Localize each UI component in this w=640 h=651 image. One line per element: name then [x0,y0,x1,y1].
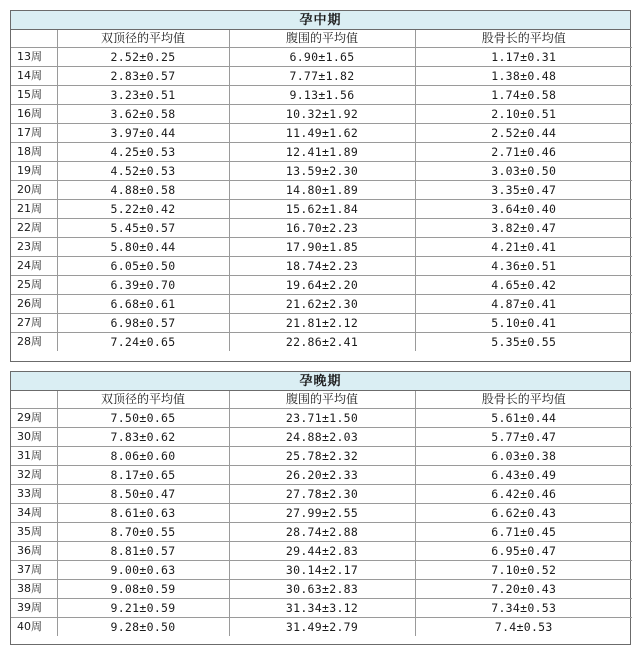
table-row [11,162,632,181]
table-row [11,599,632,618]
week-cell: 28周 [11,333,57,352]
fl-cell: 3.03±0.50 [415,162,632,181]
fl-cell: 4.36±0.51 [415,257,632,276]
ac-cell: 16.70±2.23 [229,219,415,238]
bpd-cell: 4.25±0.53 [57,143,229,162]
ac-cell: 12.41±1.89 [229,143,415,162]
fl-cell: 5.10±0.41 [415,314,632,333]
fl-cell: 6.03±0.38 [415,447,632,466]
week-cell: 40周 [11,618,57,637]
table-row [11,124,632,143]
ac-cell: 24.88±2.03 [229,428,415,447]
fl-cell: 1.17±0.31 [415,48,632,67]
ac-cell: 11.49±1.62 [229,124,415,143]
table-row [11,466,632,485]
week-cell: 13周 [11,48,57,67]
table-row [11,314,632,333]
bpd-cell: 6.05±0.50 [57,257,229,276]
table-row [11,257,632,276]
bpd-cell: 6.39±0.70 [57,276,229,295]
fl-cell: 2.71±0.46 [415,143,632,162]
table-row [11,485,632,504]
fl-cell: 1.38±0.48 [415,67,632,86]
week-cell: 37周 [11,561,57,580]
table-row [11,447,632,466]
fl-cell: 2.10±0.51 [415,105,632,124]
week-cell: 36周 [11,542,57,561]
bpd-cell: 4.52±0.53 [57,162,229,181]
week-cell: 15周 [11,86,57,105]
late-trimester-body [11,409,632,637]
bpd-cell: 5.45±0.57 [57,219,229,238]
week-cell: 21周 [11,200,57,219]
fl-cell: 7.34±0.53 [415,599,632,618]
bpd-cell: 8.50±0.47 [57,485,229,504]
week-cell: 32周 [11,466,57,485]
week-cell: 26周 [11,295,57,314]
bpd-cell: 9.08±0.59 [57,580,229,599]
table-row [11,219,632,238]
ac-cell: 31.34±3.12 [229,599,415,618]
week-cell: 23周 [11,238,57,257]
fl-cell: 3.82±0.47 [415,219,632,238]
ac-cell: 13.59±2.30 [229,162,415,181]
fl-cell: 3.35±0.47 [415,181,632,200]
fl-cell: 4.21±0.41 [415,238,632,257]
header-week [11,30,57,48]
fl-cell: 6.42±0.46 [415,485,632,504]
bpd-cell: 9.21±0.59 [57,599,229,618]
table-row [11,295,632,314]
bpd-cell: 3.23±0.51 [57,86,229,105]
mid-trimester-body [11,48,632,352]
ac-cell: 6.90±1.65 [229,48,415,67]
week-cell: 30周 [11,428,57,447]
fl-cell: 6.71±0.45 [415,523,632,542]
week-cell: 39周 [11,599,57,618]
header-bpd: 双顶径的平均值 [57,391,229,409]
bpd-cell: 8.81±0.57 [57,542,229,561]
table-row [11,561,632,580]
ac-cell: 18.74±2.23 [229,257,415,276]
fl-cell: 6.43±0.49 [415,466,632,485]
ac-cell: 9.13±1.56 [229,86,415,105]
ac-cell: 7.77±1.82 [229,67,415,86]
week-cell: 25周 [11,276,57,295]
ac-cell: 19.64±2.20 [229,276,415,295]
table-row [11,504,632,523]
table-row [11,523,632,542]
week-cell: 16周 [11,105,57,124]
mid-trimester-title: 孕中期 [11,11,630,30]
ac-cell: 22.86±2.41 [229,333,415,352]
week-cell: 20周 [11,181,57,200]
header-fl: 股骨长的平均值 [415,30,632,48]
fl-cell: 1.74±0.58 [415,86,632,105]
fl-cell: 5.35±0.55 [491,335,557,349]
fl-cell: 7.4±0.53 [494,620,553,634]
week-cell: 19周 [11,162,57,181]
bpd-cell: 5.22±0.42 [57,200,229,219]
fl-cell: 4.65±0.42 [415,276,632,295]
ac-cell: 30.63±2.83 [229,580,415,599]
ac-cell: 21.81±2.12 [229,314,415,333]
ac-cell: 28.74±2.88 [229,523,415,542]
week-cell: 31周 [11,447,57,466]
late-trimester-title: 孕晚期 [11,372,630,391]
week-cell: 22周 [11,219,57,238]
fl-cell: 6.62±0.43 [415,504,632,523]
header-row [11,30,632,48]
ac-cell: 21.62±2.30 [229,295,415,314]
ac-cell: 27.99±2.55 [229,504,415,523]
week-cell: 27周 [11,314,57,333]
fl-cell: 3.64±0.40 [415,200,632,219]
bpd-cell: 7.24±0.65 [57,333,229,352]
bpd-cell: 7.83±0.62 [57,428,229,447]
bpd-cell: 9.00±0.63 [57,561,229,580]
week-cell: 29周 [11,409,57,428]
fl-cell: 2.52±0.44 [415,124,632,143]
table-row [11,238,632,257]
bpd-cell: 8.70±0.55 [57,523,229,542]
bpd-cell: 9.28±0.50 [57,618,229,637]
bpd-cell: 8.17±0.65 [57,466,229,485]
ac-cell: 30.14±2.17 [229,561,415,580]
fl-cell: 4.87±0.41 [415,295,632,314]
late-trimester-table-section [10,371,631,645]
fl-cell: 5.61±0.44 [415,409,632,428]
week-cell: 34周 [11,504,57,523]
ac-cell: 26.20±2.33 [229,466,415,485]
ac-cell: 31.49±2.79 [229,618,415,637]
ac-cell: 25.78±2.32 [229,447,415,466]
ac-cell: 29.44±2.83 [229,542,415,561]
table-row [11,48,632,67]
header-week [11,391,57,409]
table-row [11,105,632,124]
bpd-cell: 2.83±0.57 [57,67,229,86]
week-cell: 38周 [11,580,57,599]
header-fl: 股骨长的平均值 [415,391,632,409]
mid-trimester-table-section [10,10,631,362]
header-ac: 腹围的平均值 [229,30,415,48]
week-cell: 17周 [11,124,57,143]
table-row [11,428,632,447]
table-row [11,200,632,219]
table-row [11,409,632,428]
fl-cell: 6.95±0.47 [415,542,632,561]
fl-cell: 7.10±0.52 [415,561,632,580]
bpd-cell: 3.97±0.44 [57,124,229,143]
week-cell: 18周 [11,143,57,162]
week-cell: 14周 [11,67,57,86]
table-row [11,333,632,352]
bpd-cell: 2.52±0.25 [57,48,229,67]
bpd-cell: 4.88±0.58 [57,181,229,200]
week-cell: 35周 [11,523,57,542]
table-row [11,181,632,200]
bpd-cell: 5.80±0.44 [57,238,229,257]
bpd-cell: 8.61±0.63 [57,504,229,523]
bpd-cell: 3.62±0.58 [57,105,229,124]
table-row [11,67,632,86]
header-ac: 腹围的平均值 [229,391,415,409]
bpd-cell: 7.50±0.65 [57,409,229,428]
ac-cell: 17.90±1.85 [229,238,415,257]
ac-cell: 10.32±1.92 [229,105,415,124]
table-row [11,580,632,599]
table-row [11,276,632,295]
ac-cell: 27.78±2.30 [229,485,415,504]
ac-cell: 23.71±1.50 [229,409,415,428]
fl-cell: 7.20±0.43 [415,580,632,599]
bpd-cell: 6.98±0.57 [57,314,229,333]
bpd-cell: 6.68±0.61 [57,295,229,314]
week-cell: 24周 [11,257,57,276]
bpd-cell: 8.06±0.60 [57,447,229,466]
ac-cell: 15.62±1.84 [229,200,415,219]
ac-cell: 14.80±1.89 [229,181,415,200]
header-bpd: 双顶径的平均值 [57,30,229,48]
late-trimester-table [11,391,632,636]
mid-trimester-table [11,30,632,351]
table-row [11,86,632,105]
table-row [11,618,632,637]
fl-cell: 5.77±0.47 [415,428,632,447]
week-cell: 33周 [11,485,57,504]
table-row [11,542,632,561]
header-row [11,391,632,409]
table-row [11,143,632,162]
